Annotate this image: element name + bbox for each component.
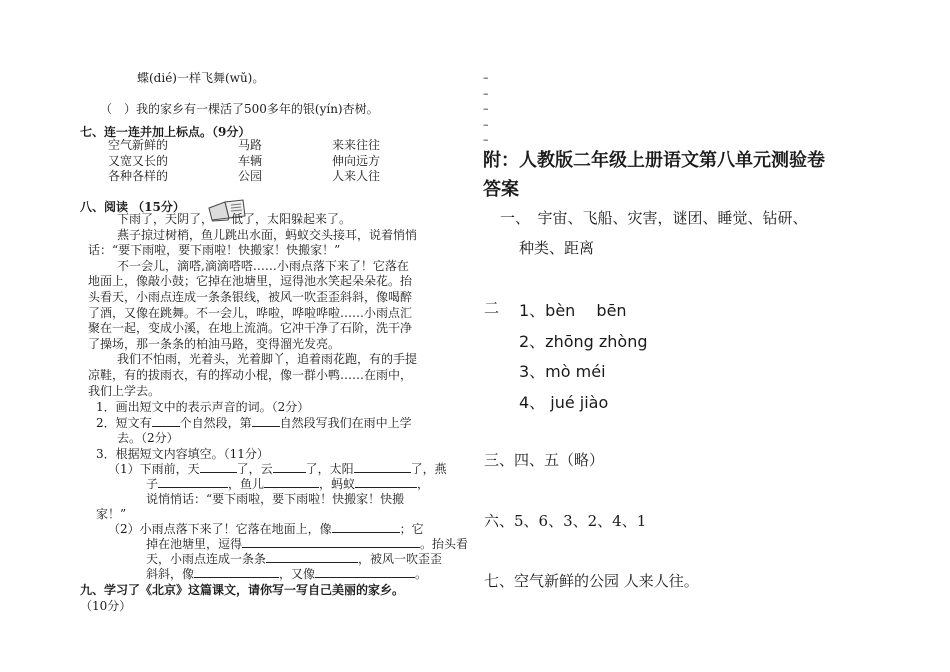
answer-1-line1: 一、 宇宙、飞船、灾害，谜团、睡觉、钻研、 — [500, 209, 808, 227]
passage-line: 凉鞋，有的拔雨衣，有的挥动小棍，像一群小鸭……在雨中， — [88, 367, 413, 382]
section7-col3 — [332, 138, 380, 185]
question-1: 1．画出短文中的表示声音的词。（2分） — [96, 400, 310, 414]
dash-mark: – — [483, 71, 489, 84]
answer-2-item: 1、bèn bēn — [519, 301, 627, 320]
q3-text: ，蚂蚁 — [319, 477, 356, 491]
dash-mark: – — [483, 102, 489, 115]
passage-line: 燕子掠过树梢，鱼儿跳出水面，蚂蚁交头接耳，说着悄悄 — [117, 227, 418, 242]
match-item[interactable]: 伸向远方 — [332, 153, 381, 168]
q3-text: 了，燕 — [410, 462, 447, 476]
reading-passage — [88, 212, 417, 399]
answer-blank[interactable] — [354, 460, 411, 473]
question-3: 3．根据短文内容填空。（11分） — [96, 447, 269, 461]
answer-3: 三、四、五（略） — [484, 451, 605, 469]
q3-text: ，被风一吹歪歪 — [358, 552, 443, 566]
answer-blank[interactable] — [152, 414, 180, 427]
answer-2-list — [519, 296, 648, 418]
q3-1-line3: 说悄悄话：“要下雨啦，要下雨啦！快搬家！快搬 — [146, 492, 405, 506]
answer-title-line1: 附：人教版二年级上册语文第八单元测验卷 — [483, 150, 825, 171]
match-item[interactable]: 各种各样的 — [108, 169, 169, 183]
answer-6: 六、5、6、3、2、4、1 — [484, 512, 647, 530]
q3-text: 了，太阳 — [305, 462, 354, 476]
passage-line: 话：“要下雨啦，要下雨啦！快搬家！快搬家！” — [88, 243, 341, 258]
match-item[interactable]: 车辆 — [238, 153, 263, 168]
section8-title: 八、阅读 （15分） — [80, 200, 185, 214]
section7-col2 — [238, 138, 262, 185]
answer-blank[interactable] — [273, 460, 306, 473]
q3-text: ；它 — [399, 522, 424, 536]
section7-title: 七、连一连并加上标点。（9分） — [80, 125, 251, 139]
q3-text: 子 — [146, 477, 159, 491]
answer-7: 七、空气新鲜的公园 人来人往。 — [484, 572, 699, 590]
match-item[interactable]: 来来往往 — [332, 138, 381, 152]
passage-line: 我们上学去。 — [88, 383, 161, 398]
answer-2-item: 4、 jué jiào — [519, 392, 609, 412]
answer-title-line2: 答案 — [483, 179, 519, 200]
passage-line: 了酒，又像在跳舞。不一会儿，哗啦，哗啦哗啦……小雨点汇 — [88, 305, 413, 320]
q3-text: ， — [417, 477, 430, 491]
match-item[interactable]: 空气新鲜的 — [108, 138, 169, 152]
answer-blank[interactable] — [242, 535, 420, 548]
q3-text: 掉在池塘里，逗得 — [146, 537, 243, 551]
answer-blank[interactable] — [264, 475, 319, 488]
q3-text: ，又像 — [279, 567, 316, 581]
passage-line: 聚在一起，变成小溪，在地上流淌。它冲干净了石阶，洗干净 — [88, 321, 413, 336]
answer-blank[interactable] — [355, 475, 417, 488]
q2-text: 个自然段，第 — [179, 416, 252, 430]
passage-line: 了操场，那一条条的柏油马路，变得溜光发亮。 — [88, 336, 341, 351]
q3-text: （1）下雨前，天 — [108, 462, 200, 476]
answer-blank[interactable] — [315, 565, 415, 578]
passage-line: 不一会儿，滴嗒,滴滴嗒嗒……小雨点落下来了！它落在 — [117, 258, 409, 273]
match-item[interactable]: 人来人往 — [332, 169, 381, 183]
match-item[interactable]: 又宽又长的 — [108, 153, 169, 168]
dash-mark: – — [483, 117, 489, 131]
q3-text: 了，云 — [236, 462, 273, 476]
dash-marks — [483, 70, 489, 148]
q3-text: 天，小雨点连成一条条 — [146, 552, 267, 566]
q2-text: 自然段写我们在雨中上学 — [279, 416, 412, 430]
answer-2-item: 2、zhōng zhòng — [519, 331, 648, 351]
q2-text: 2．短文有 — [96, 416, 152, 430]
section9-score: （10分） — [80, 599, 132, 613]
q3-2-line4 — [146, 565, 427, 582]
question-2-cont: 去。（2分） — [117, 431, 179, 445]
dash-mark: – — [483, 86, 489, 100]
q3-text: 。 — [415, 567, 428, 581]
dash-mark: – — [483, 133, 489, 146]
butterfly-line: 蝶(dié)一样飞舞(wǔ)。 — [137, 71, 265, 85]
answer-blank[interactable] — [200, 460, 237, 473]
match-item[interactable]: 公园 — [238, 169, 263, 183]
q3-text: 。抬头看 — [420, 537, 469, 551]
passage-line: 我们不怕雨，光着头，光着脚丫，追着雨花跑，有的手提 — [117, 352, 418, 367]
answer-1-line2: 种类、距离 — [519, 239, 595, 257]
answer-blank[interactable] — [252, 414, 280, 427]
passage-line: 下雨了，天阴了， 低了，太阳躲起来了。 — [117, 212, 352, 226]
answer-blank[interactable] — [266, 550, 358, 563]
answer-blank[interactable] — [332, 520, 400, 533]
q3-text: 斜斜，像 — [146, 567, 195, 581]
passage-line: 头看天，小雨点连成一条条银线，被风一吹歪歪斜斜，像喝醉 — [88, 289, 413, 304]
section9-title: 九、学习了《北京》这篇课文，请你写一写自己美丽的家乡。 — [80, 583, 405, 597]
answer-2-item: 3、mò méi — [519, 362, 606, 381]
q3-text: ，鱼儿 — [228, 477, 265, 491]
q3-text: （2）小雨点落下来了！它落在地面上，像 — [108, 522, 332, 536]
answer-blank[interactable] — [158, 475, 228, 488]
passage-line: 地面上，像敲小鼓；它掉在池塘里，逗得池水笑起朵朵花。抬 — [88, 274, 413, 289]
answer-blank[interactable] — [194, 565, 279, 578]
answer-2-label: 二 — [484, 299, 500, 317]
q3-1-line4: 家！” — [96, 507, 127, 521]
section7-col1 — [108, 138, 168, 185]
match-item[interactable]: 马路 — [238, 138, 263, 152]
ginkgo-sentence: （ ）我的家乡有一棵活了500多年的银(yín)杏树。 — [100, 102, 379, 116]
